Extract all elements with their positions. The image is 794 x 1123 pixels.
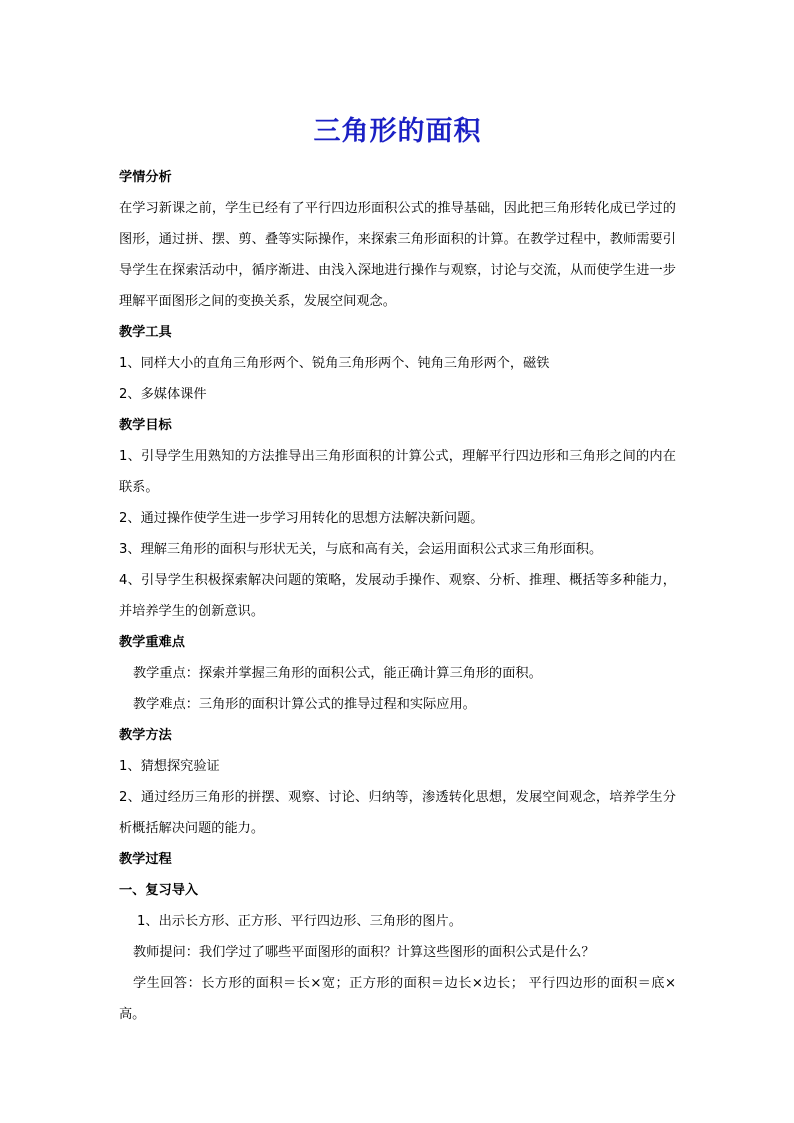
goals-item-2: 2、通过操作使学生进一步学习用转化的思想方法解决新问题。 (119, 511, 484, 526)
section-heading-methods: 教学方法 (119, 728, 172, 743)
section-heading-tools: 教学工具 (119, 325, 172, 340)
section-heading-process: 教学过程 (119, 852, 172, 867)
keypoint-difficulty: 教学难点：三角形的面积计算公式的推导过程和实际应用。 (133, 697, 476, 712)
analysis-paragraph: 在学习新课之前，学生已经有了平行四边形面积公式的推导基础，因此把三角形转化成已学过的图形，通过拼、摆、剪、叠等实际操作，来探索三角形面积的计算。在教学过程中，教师需要引导学生在探索活动中，循序渐进、由浅入深地进行操作与观察，讨论与交流，从而使学生进一步理解平面图形之间的变换关系，发展空间观念。 (119, 201, 676, 309)
goals-item-4: 4、引导学生积极探索解决问题的策略，发展动手操作、观察、分析、推理、概括等多种能力，并培养学生的创新意识。 (119, 573, 676, 619)
document-title: 三角形的面积 (313, 116, 482, 147)
section-heading-keypoints: 教学重难点 (119, 635, 185, 650)
methods-item-1: 1、猜想探究验证 (119, 759, 220, 774)
process-item-1: 1、出示长方形、正方形、平行四边形、三角形的图片。 (137, 914, 462, 929)
methods-item-2: 2、通过经历三角形的拼摆、观察、讨论、归纳等，渗透转化思想，发展空间观念，培养学生分析概括解决问题的能力。 (119, 790, 676, 836)
section-heading-goals: 教学目标 (119, 418, 172, 433)
section-heading-analysis: 学情分析 (119, 170, 172, 185)
tools-item-2: 2、多媒体课件 (119, 387, 207, 402)
keypoint-focus: 教学重点：探索并掌握三角形的面积公式，能正确计算三角形的面积。 (133, 666, 542, 681)
process-student-answer: 学生回答：长方形的面积＝长×宽；正方形的面积＝边长×边长； 平行四边形的面积＝底×高。 (119, 976, 676, 1022)
process-subheading: 一、复习导入 (119, 883, 199, 898)
goals-item-1: 1、引导学生用熟知的方法推导出三角形面积的计算公式，理解平行四边形和三角形之间的内在联系。 (119, 449, 676, 495)
document-page (119, 112, 676, 1030)
goals-item-3: 3、理解三角形的面积与形状无关，与底和高有关，会运用面积公式求三角形面积。 (119, 542, 603, 557)
process-teacher-question: 教师提问：我们学过了哪些平面图形的面积？计算这些图形的面积公式是什么？ (133, 945, 595, 960)
tools-item-1: 1、同样大小的直角三角形两个、锐角三角形两个、钝角三角形两个，磁铁 (119, 356, 550, 371)
